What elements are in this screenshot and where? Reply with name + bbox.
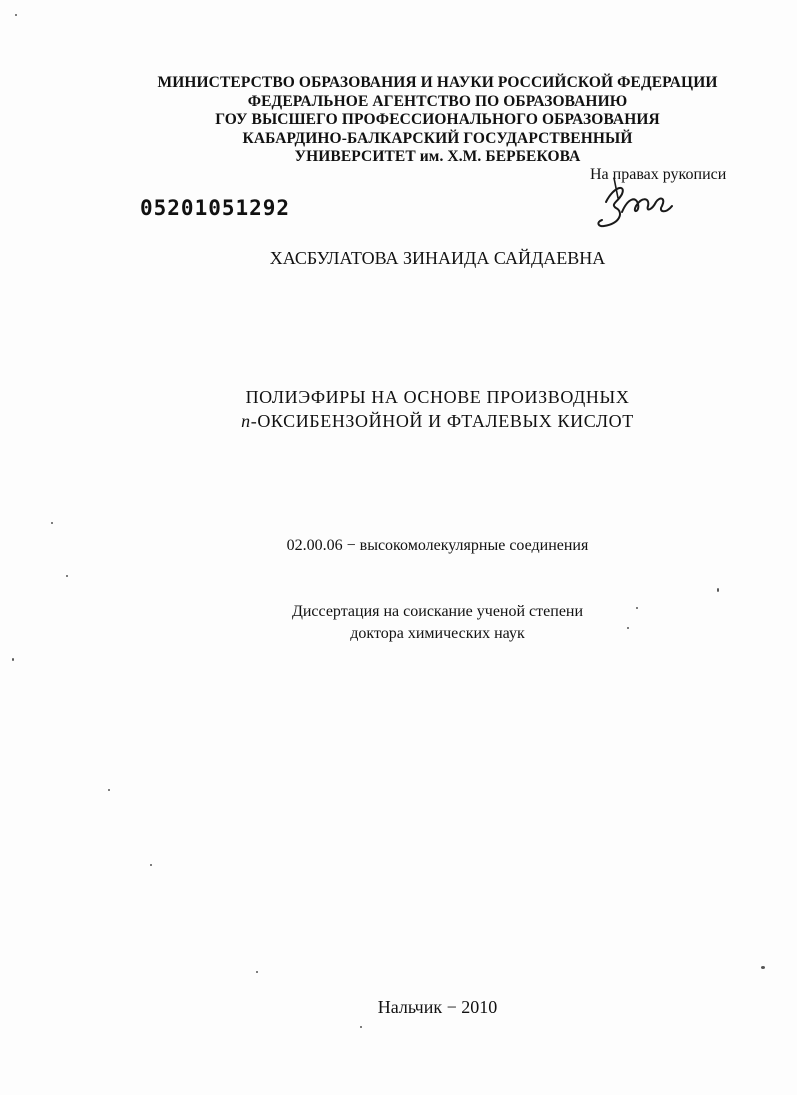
scan-speck [15, 14, 17, 16]
scan-speck [636, 607, 638, 609]
author-name: ХАСБУЛАТОВА ЗИНАИДА САЙДАЕВНА [269, 248, 606, 268]
header-university-suffix: УНИВЕРСИТЕТ им. Х.М. БЕРБЕКОВА [294, 148, 581, 165]
city-year: Нальчик − 2010 [377, 997, 498, 1017]
degree-line-2: доктора химических наук [350, 625, 525, 642]
specialty-code: 02.00.06 − высокомолекулярные соединения [286, 537, 589, 554]
scan-speck [761, 966, 765, 969]
scan-speck [51, 522, 53, 524]
scan-speck [150, 864, 152, 866]
degree-statement [0, 601, 797, 645]
title-para-prefix: п [241, 411, 251, 431]
scan-speck [360, 1026, 362, 1028]
scan-speck [256, 971, 258, 973]
institution-header [0, 74, 797, 167]
dissertation-title [0, 385, 797, 433]
manuscript-rights-note: На правах рукописи [590, 166, 727, 183]
degree-line-1: Диссертация на соискание ученой степени [291, 603, 584, 620]
title-line-2-rest: -ОКСИБЕНЗОЙНОЙ И ФТАЛЕВЫХ КИСЛОТ [250, 411, 634, 431]
header-institution-type: ГОУ ВЫСШЕГО ПРОФЕССИОНАЛЬНОГО ОБРАЗОВАНИЯ [215, 111, 660, 128]
scan-speck [108, 789, 110, 791]
header-university-name: КАБАРДИНО-БАЛКАРСКИЙ ГОСУДАРСТВЕННЫЙ [242, 129, 633, 147]
header-agency: ФЕДЕРАЛЬНОЕ АГЕНТСТВО ПО ОБРАЗОВАНИЮ [247, 92, 628, 110]
title-line-1: ПОЛИЭФИРЫ НА ОСНОВЕ ПРОИЗВОДНЫХ [245, 387, 630, 407]
header-ministry: МИНИСТЕРСТВО ОБРАЗОВАНИЯ И НАУКИ РОССИЙСКОЙ ФЕДЕРАЦИИ [157, 74, 718, 91]
handwritten-signature [592, 172, 682, 234]
scan-speck [717, 588, 719, 592]
scan-speck [12, 658, 14, 661]
scan-speck [627, 627, 629, 629]
title-line-2 [78, 409, 797, 433]
archive-stamp-number: 05201051292 [140, 196, 291, 220]
scan-speck [66, 575, 68, 577]
